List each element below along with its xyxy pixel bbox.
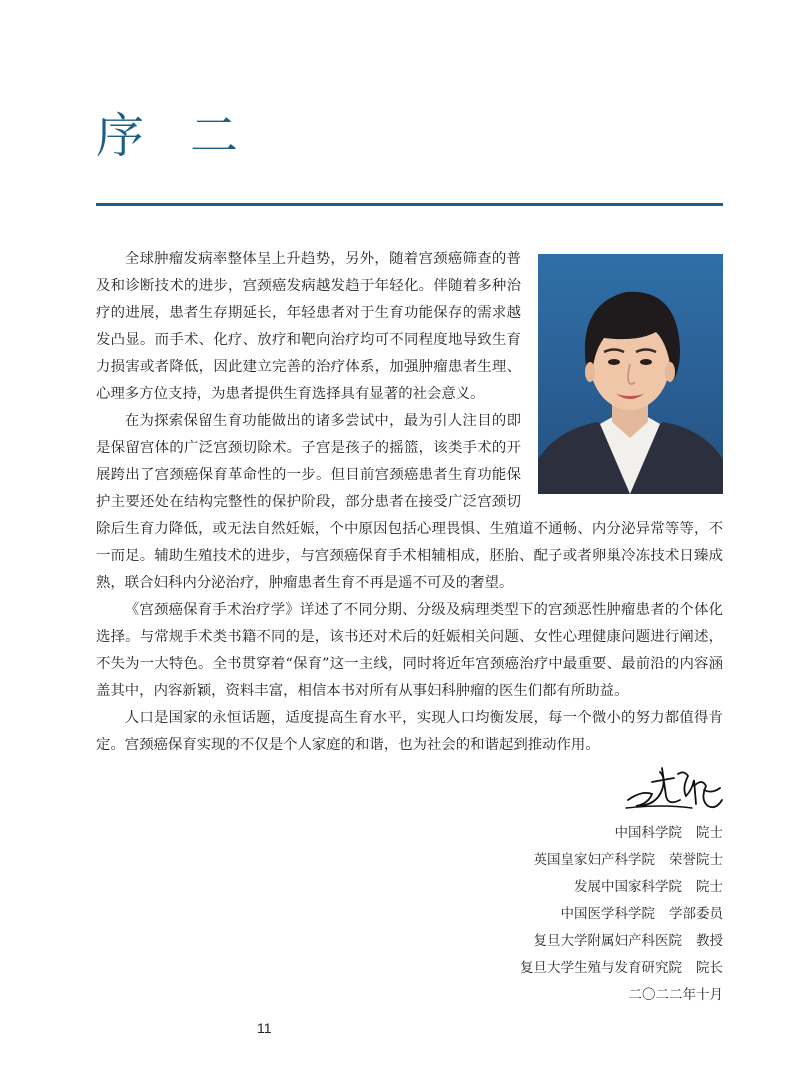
- paragraph-1: 全球肿瘤发病率整体呈上升趋势，另外，随着宫颈癌筛查的普及和诊断技术的进步，宫颈癌发病越发趋于年轻化。伴随着多种治疗的进展，患者生存期延长，年轻患者对于生育功能保存的需求越发凸显。而手术、化疗、放疗和靶向治疗均可不同程度地导致生育力损害或者降低，因此建立完善的治疗体系，加强肿瘤患者生理、心理多方位支持，为患者提供生育选择具有显著的社会意义。: [96, 251, 521, 402]
- preface-body: [96, 246, 723, 759]
- portrait-spacer: [535, 246, 723, 508]
- affiliation-line: [520, 955, 723, 982]
- paragraph-2: 在为探索保留生育功能做出的诸多尝试中，最为引人注目的即是保留宫体的广泛宫颈切除术。子宫是孩子的摇篮，该类手术的开展跨出了宫颈癌保育革命性的一步。但目前宫颈癌患者生育功能保护主要还处在结构完整性的保护阶段，部分患者在接受广泛宫颈切除后生育力降低，或无法自然妊娠，个中原因包括心理畏惧、生殖道不通畅、内分泌异常等等，不一而足。辅助生殖技术的进步，与宫颈癌保育手术相辅相成，胚胎、配子或者卵巢冷冻技术日臻成熟，联合妇科内分泌治疗，肿瘤患者生育不再是遥不可及的奢望。: [96, 413, 723, 591]
- affiliation-institution: 中国科学院: [614, 825, 682, 841]
- page-title: 序二: [96, 108, 285, 164]
- affiliation-role: 荣誉院士: [669, 852, 723, 868]
- preface-date: 二〇二二年十月: [628, 987, 723, 1003]
- author-affiliations: [520, 820, 723, 1009]
- page-number: 11: [257, 1020, 272, 1036]
- paragraph-3: 《宫颈癌保育手术治疗学》详述了不同分期、分级及病理类型下的宫颈恶性肿瘤患者的个体化选择。与常规手术类书籍不同的是，该书还对术后的妊娠相关问题、女性心理健康问题进行阐述，不失为一大特色。全书贯穿着“保育”这一主线，同时将近年宫颈癌治疗中最重要、最前沿的内容涵盖其中，内容新颖，资料丰富，相信本书对所有从事妇科肿瘤的医生们都有所助益。: [96, 602, 723, 699]
- affiliation-line: [520, 928, 723, 955]
- affiliation-role: 学部委员: [669, 906, 723, 922]
- affiliation-institution: 英国皇家妇产科学院: [533, 852, 655, 868]
- affiliation-role: 院士: [696, 825, 723, 841]
- title-divider: [96, 203, 723, 206]
- affiliation-role: 教授: [696, 933, 723, 949]
- affiliation-line: [520, 820, 723, 847]
- affiliation-line: [520, 901, 723, 928]
- affiliation-role: 院长: [696, 960, 723, 976]
- paragraph-4: 人口是国家的永恒话题，适度提高生育水平，实现人口均衡发展，每一个微小的努力都值得肯定。宫颈癌保育实现的不仅是个人家庭的和谐，也为社会的和谐起到推动作用。: [96, 710, 723, 753]
- affiliation-institution: 复旦大学生殖与发育研究院: [520, 960, 682, 976]
- affiliation-role: 院士: [696, 879, 723, 895]
- affiliation-institution: 发展中国家科学院: [574, 879, 682, 895]
- affiliation-institution: 复旦大学附属妇产科医院: [533, 933, 682, 949]
- signature-strokes: [622, 760, 726, 816]
- affiliation-institution: 中国医学科学院: [560, 906, 655, 922]
- affiliation-line: [520, 847, 723, 874]
- handwritten-signature: [622, 760, 726, 816]
- affiliation-line: [520, 874, 723, 901]
